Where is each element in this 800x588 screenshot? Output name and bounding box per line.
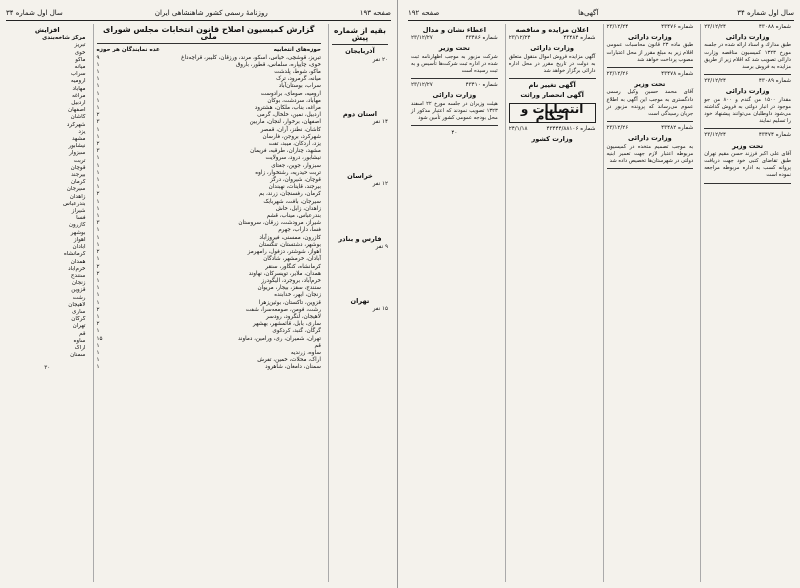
notice-meta	[411, 35, 498, 42]
district-area: مهاباد، سردشت، بوکان	[267, 97, 321, 104]
notice-meta	[607, 24, 694, 31]
center-name: همدان	[70, 258, 86, 265]
center-name: سمنان	[70, 352, 86, 359]
notice-org: تحت وزیر	[732, 141, 764, 150]
center-name: قزوین	[71, 287, 86, 294]
district-count: ۲	[96, 263, 100, 270]
district-row	[97, 199, 321, 206]
district-count: ۱	[96, 126, 100, 133]
notice-meta	[607, 125, 694, 132]
notice-text: آگهی مزایده فروش اموال منقول متعلق به دولت در تاریخ مقرر در محل اداره دارائی برگزار خواهد شد	[508, 53, 596, 75]
centers-header: مرکز شاخه‌بندی	[42, 35, 86, 42]
notice-number: شماره ۴۳۴۷۸	[661, 71, 694, 78]
district-count: ۲	[96, 191, 100, 198]
notice-org: تحت وزیر	[634, 80, 666, 89]
district-count: ۱	[96, 256, 100, 263]
district-row	[97, 242, 321, 249]
right-issue: سال اول شماره ۳۴	[737, 9, 794, 17]
notice-meta	[704, 78, 791, 85]
mid-heading-2: آگهی تغییر نام	[528, 81, 576, 90]
notice-number: شماره ۴۳۴۷۶	[661, 24, 694, 30]
district-area: سنندج، سقز، بیجار، مریوان	[257, 285, 321, 292]
district-area: گرگان، گنبد، کردکوی	[272, 328, 321, 335]
mid-heading-1: اعلان مزایده و مناقصه	[515, 26, 589, 34]
district-count: ۱	[96, 69, 100, 76]
left-col-districts	[93, 24, 324, 582]
col-header-area: حوزه‌های انتخابیه	[273, 47, 321, 54]
district-row	[97, 256, 321, 263]
district-count: ۱	[96, 105, 100, 112]
district-area: شهرکرد، بروجن، فارسان	[262, 133, 321, 140]
district-area: قزوین، تاکستان، بوئین‌زهرا	[258, 299, 321, 306]
center-name: سراب	[70, 71, 86, 78]
appointments-date: ۲۴/۱/۱۸	[508, 126, 528, 133]
district-table	[97, 55, 321, 372]
left-page	[0, 0, 398, 588]
region-total: ۱۴ نفر	[372, 119, 388, 126]
district-count: ۱	[96, 76, 100, 83]
center-name: خرم‌آباد	[68, 265, 86, 272]
notice-date: ۲۳/۱۲/۲۴	[704, 132, 727, 139]
district-count: ۱	[96, 299, 100, 306]
district-area: رشت، فومن، صومعه‌سرا، شفت	[245, 306, 321, 313]
center-name: بوشهر	[70, 229, 86, 236]
district-area: کاشان، نطنز، آران، قمصر	[260, 126, 321, 133]
district-area: ماکو، شوط، پلدشت	[274, 69, 321, 76]
district-count: ۳	[96, 119, 100, 126]
district-row	[97, 278, 321, 285]
notice-number: شماره ۴۳۴۸۲	[661, 125, 694, 132]
district-row	[97, 127, 321, 134]
left-footer: ۳۰	[44, 365, 51, 372]
district-area: مشهد، چناران، طرقبه، فریمان	[250, 148, 321, 155]
district-area: خرم‌آباد، بروجرد، الیگودرز	[261, 277, 321, 284]
district-row	[97, 350, 321, 357]
district-row	[97, 119, 321, 126]
district-row	[97, 220, 321, 227]
district-area: کازرون، ممسنی، فیروزآباد	[259, 234, 321, 241]
district-count: ۱	[96, 90, 100, 97]
notice-number: شماره ۴۳۰۸۸	[758, 24, 791, 30]
notice-org: وزارت دارائی	[725, 87, 770, 96]
district-count: ۱	[96, 357, 100, 364]
district-count: ۲	[96, 249, 100, 256]
district-area: نیشابور، درود، سرولایت	[265, 155, 321, 162]
district-area: کرمان، رفسنجان، زرند، بم	[258, 191, 321, 198]
district-row	[97, 307, 321, 314]
notice-text: طبق ماده ۲۳ قانون محاسبات عمومی اقلام زیر به مبلغ مقرر از محل اعتبارات مصوب پرداخت خواهد شد	[606, 42, 694, 63]
district-count: ۱	[96, 227, 100, 234]
right-page-header	[408, 6, 794, 21]
district-row	[97, 292, 321, 299]
notice-meta	[704, 132, 791, 139]
right-col-4	[408, 24, 501, 582]
notice-org: وزارت دارائی	[432, 91, 477, 100]
district-count: ۱	[96, 349, 100, 356]
district-row	[97, 271, 321, 278]
center-name: خوی	[74, 49, 86, 56]
district-row	[97, 227, 321, 234]
mid-heading-4: اعطاء نشان و مدال	[422, 26, 486, 34]
district-area: سراب، بوستان‌آباد	[278, 83, 321, 90]
notice-text: مقدار ۱۵۰۰ من گندم و ۸۰۰ من جو موجود در انبار دولتی به فروش گذاشته می‌شود داوطلبان می‌توانند پیشنهاد خود را تسلیم نمایند	[704, 96, 791, 125]
district-count: ۱	[96, 83, 100, 90]
district-row	[97, 285, 321, 292]
district-area: تربت حیدریه، رشتخوار، زاوه	[255, 169, 321, 176]
district-row	[97, 336, 321, 343]
district-count: ۱	[96, 162, 100, 169]
district-row	[97, 264, 321, 271]
left-issue: سال اول شماره ۳۴	[6, 9, 63, 17]
district-row	[97, 98, 321, 105]
center-name: فسا	[76, 215, 86, 222]
center-name: ساوه	[73, 337, 86, 344]
center-name: قم	[79, 330, 86, 337]
district-area: میانه، گرمرود، ترک	[276, 76, 321, 83]
center-name: تربت	[73, 157, 86, 164]
notice-date: ۲۳/۱۲/۲۷	[411, 82, 433, 89]
district-count: ۱	[96, 285, 100, 292]
district-area: قوچان، شیروان، درگز	[270, 177, 321, 184]
district-count: ۱	[96, 184, 100, 191]
right-col-2	[603, 24, 697, 582]
left-paper-title: روزنامهٔ رسمی کشور شاهنشاهی ایران	[154, 9, 268, 17]
district-count: ۳	[96, 220, 100, 227]
appointments-meta	[509, 126, 596, 133]
district-count: ۱	[96, 234, 100, 241]
district-area: اهواز، شوشتر، دزفول، رامهرمز	[247, 249, 321, 256]
notice-org: وزارت دارائی	[628, 33, 672, 42]
district-area: اراک، محلات، خمین، تفرش	[257, 357, 321, 364]
district-area: شیراز، مرودشت، زرقان، سروستان	[238, 220, 321, 227]
election-report-title: گزارش کمیسیون اصلاح قانون انتخابات مجلس شورای ملی	[103, 25, 315, 42]
district-area: سبزوار، جوین، جغتای	[271, 162, 321, 169]
notice-text: هیئت وزیران در جلسه مورخ ۲۲ اسفند ۱۳۲۳ تصویب نمودند که اعتبار مذکور از محل بودجه عمومی کشور تأمین شود	[411, 100, 498, 122]
center-name: زنجان	[71, 280, 86, 287]
right-col-3	[505, 24, 599, 582]
district-row	[97, 235, 321, 242]
notice-date: ۲۳/۱۲/۲۶	[606, 71, 629, 78]
district-count: ۱	[96, 61, 100, 68]
district-count: ۲	[96, 306, 100, 313]
district-count: ۹	[96, 54, 100, 61]
notice-text: شرکت مزبور به موجب اظهارنامه ثبت شده در اداره ثبت شرکت‌ها تأسیس و به ثبت رسیده است	[411, 53, 498, 75]
center-name: مشهد	[71, 136, 86, 143]
region-title: فارس و بنادر	[338, 234, 382, 243]
increase-heading: افزایش	[34, 26, 60, 34]
notice-number: شماره ۴۳۴۱۰	[465, 82, 498, 89]
notice-date: ۲۳/۱۲/۲۶	[606, 125, 629, 132]
district-area: قم	[314, 342, 321, 349]
notice-text: به موجب تصمیم متخذه در کمیسیون مربوطه اعتبار لازم جهت تعمیر ابنیه دولتی در شهرستان‌ها تخصیص داده شد	[606, 143, 694, 165]
district-row	[97, 314, 321, 321]
district-row	[97, 213, 321, 220]
notice-date: ۲۳/۱۲/۲۴	[508, 35, 531, 42]
mid-heading-3: آگهی انحصار وراثت	[520, 91, 584, 100]
appointments-number: شماره ۴۳۴۴۴/۸۸۱۰۶	[546, 126, 596, 133]
center-name: کرمانشاه	[63, 251, 86, 258]
district-row	[97, 206, 321, 213]
district-count: ۱	[96, 364, 100, 371]
center-name: تبریز	[74, 42, 86, 49]
district-area: تهران، شمیران، ری، ورامین، دماوند	[237, 335, 321, 342]
center-name: شیراز	[71, 208, 86, 215]
right-page-number: صفحه ۱۹۲	[408, 9, 440, 17]
left-col-regions	[328, 24, 391, 582]
left-col-centers	[6, 24, 89, 582]
district-area: تبریز، قوشچی، خیاس، اسکو، مرند، ورزقان، کلیبر، قراچه‌داغ	[181, 54, 321, 61]
center-name: گرگان	[71, 316, 86, 323]
notice-date: ۲۳/۱۲/۲۷	[411, 35, 433, 42]
district-area: لاهیجان، لنگرود، رودسر	[266, 313, 321, 320]
district-row	[97, 177, 321, 184]
district-count: ۱	[96, 155, 100, 162]
center-name: آبادان	[72, 244, 86, 251]
district-area: ارومیه، صومای، برادوست	[260, 90, 321, 97]
district-row	[97, 134, 321, 141]
district-row	[97, 170, 321, 177]
district-row	[97, 328, 321, 335]
district-count: ۱	[96, 205, 100, 212]
center-name: اردبیل	[71, 100, 86, 107]
district-area: زاهدان، زابل، خاش	[275, 205, 321, 212]
center-name: یزد	[78, 128, 86, 135]
center-name: ارومیه	[70, 78, 86, 85]
notice-text: آقای علی اکبر فرزند حسن مقیم تهران طبق تقاضای کتبی خود جهت دریافت پروانه کسب به اداره مربوطه مراجعه نموده است	[704, 150, 791, 179]
right-footer: ۴۰	[451, 130, 458, 137]
center-name: رشت	[72, 294, 86, 301]
center-name: ساری	[72, 308, 86, 315]
district-area: بندرعباس، میناب، قشم	[266, 213, 321, 220]
district-row	[97, 91, 321, 98]
district-area: آبادان، خرمشهر، شادگان	[263, 256, 321, 263]
district-row	[97, 155, 321, 162]
region-title: تهران	[350, 297, 370, 306]
district-area: بوشهر، دشتستان، تنگستان	[258, 241, 321, 248]
region-title: آذربایجان	[345, 47, 375, 56]
district-count: ۲	[96, 141, 100, 148]
district-count: ۱	[96, 169, 100, 176]
district-row	[97, 148, 321, 155]
center-name: کرمان	[70, 179, 86, 186]
district-count: ۱	[96, 241, 100, 248]
district-count: ۱۵	[96, 335, 103, 342]
notice-meta	[704, 24, 791, 31]
district-count: ۲	[96, 270, 100, 277]
district-count: ۱	[96, 198, 100, 205]
notice-text: طبق مدارك و اسناد ارائه شده در جلسه مورخ ۱۳۲۳ کمیسیون مناقصه وزارت دارائی تصویب شد که اقلام زیر از طریق مزایده به فروش برسد	[704, 42, 791, 71]
district-count: ۱	[96, 342, 100, 349]
center-name: تهران	[72, 323, 86, 330]
center-name: نیشابور	[68, 143, 86, 150]
center-name: لاهیجان	[68, 301, 86, 308]
district-area: سیرجان، بافت، شهربابک	[263, 198, 321, 205]
col-header-count: عده نمایندگان هر حوزه	[96, 47, 160, 54]
district-count: ۱	[96, 292, 100, 299]
continued-heading: بقیه از شماره پیش	[334, 26, 386, 43]
center-name: مراغه	[71, 92, 86, 99]
district-area: ساوه، زرندیه	[290, 349, 321, 356]
district-area: مراغه، بناب، ملکان، هشترود	[254, 105, 321, 112]
district-row	[97, 343, 321, 350]
district-count: ۱	[96, 213, 100, 220]
notice-meta	[607, 71, 694, 78]
district-row	[97, 55, 321, 62]
center-name: سیرجان	[66, 186, 86, 193]
district-count: ۱	[96, 277, 100, 284]
center-name: اصفهان	[67, 107, 86, 114]
region-total: ۲۰ نفر	[372, 56, 388, 63]
notice-number: شماره ۴۳۴۸۶	[465, 35, 498, 42]
center-name: اراک	[74, 344, 86, 351]
notice-date: ۲۳/۱۲/۲۴	[704, 78, 727, 85]
notice-meta	[411, 82, 498, 89]
district-area: کرمانشاه، کنگاور، سنقر	[265, 263, 321, 270]
center-name: کاشان	[70, 114, 86, 121]
right-col-1	[700, 24, 794, 582]
district-row	[97, 141, 321, 148]
notice-org: وزارت دارائی	[530, 44, 574, 53]
district-area: خوی، چایپاره، سلماس، قطور، باروق	[235, 61, 321, 68]
district-area: اردبیل، نمین، خلخال، گرمی	[257, 112, 321, 119]
center-name: کازرون	[68, 222, 86, 229]
center-name: شهرکرد	[66, 121, 86, 128]
region-total: ۱۲ نفر	[372, 181, 388, 188]
center-name: بندرعباس	[63, 200, 86, 207]
center-name: اهواز	[73, 236, 86, 243]
district-table-header	[97, 47, 321, 54]
district-row	[97, 83, 321, 90]
district-area: همدان، ملایر، تویسرکان، نهاوند	[248, 270, 321, 277]
district-row	[97, 62, 321, 69]
region-title: خراسان	[347, 172, 373, 181]
district-area: زنجان، ابهر، خدابنده	[274, 292, 321, 299]
center-list	[9, 42, 86, 359]
district-count: ۱	[96, 177, 100, 184]
notice-number: شماره ۴۳۴۷۴	[758, 132, 791, 139]
district-row	[97, 364, 321, 371]
district-area: بیرجند، قاینات، نهبندان	[268, 184, 321, 191]
center-name: میانه	[74, 64, 86, 71]
notice-number: شماره ۴۳۰۸۹	[758, 78, 791, 85]
notice-org: وزارت دارائی	[628, 134, 672, 143]
center-name: ماکو	[75, 56, 86, 63]
district-row	[97, 191, 321, 198]
center-name: زاهدان	[69, 193, 86, 200]
appointments-ministry: وزارت کشور	[531, 135, 573, 144]
district-count: ۲	[96, 321, 100, 328]
district-row	[97, 357, 321, 364]
region-total: ۱۵ نفر	[372, 306, 388, 313]
district-row	[97, 300, 321, 307]
district-count: ۱	[96, 133, 100, 140]
left-page-header	[6, 6, 391, 21]
left-page-number: صفحه ۱۹۳	[359, 9, 391, 17]
region-totals	[332, 48, 388, 357]
right-section: آگهی‌ها	[578, 9, 599, 17]
district-area: ساری، بابل، قائمشهر، بهشهر	[253, 321, 321, 328]
district-row	[97, 112, 321, 119]
notice-org: تحت وزیر	[438, 44, 470, 53]
appointments-banner: انتصابات و احکام	[509, 103, 596, 123]
notice-meta	[509, 35, 596, 42]
region-total: ۹ نفر	[375, 243, 388, 250]
district-count: ۱	[96, 328, 100, 335]
district-area: اصفهان، برخوار، لنجان، ماربین	[249, 119, 321, 126]
district-count: ۲	[96, 112, 100, 119]
district-area: یزد، اردکان، میبد، تفت	[268, 141, 321, 148]
right-page	[402, 0, 800, 588]
district-count: ۱	[96, 313, 100, 320]
region-title: استان دوم	[342, 109, 378, 118]
district-count: ۱	[96, 97, 100, 104]
center-name: قوچان	[70, 164, 86, 171]
district-area: سمنان، دامغان، شاهرود	[265, 364, 321, 371]
district-area: فسا، داراب، جهرم	[278, 227, 321, 234]
district-row	[97, 163, 321, 170]
notice-date: ۲۳/۱۲/۲۴	[704, 24, 727, 30]
notice-org: وزارت دارائی	[725, 33, 770, 42]
center-name: بیرجند	[71, 172, 86, 179]
center-name: مهاباد	[72, 85, 86, 92]
notice-text: آقای محمد حسین وکیل رسمی دادگستری به موجب این آگهی به اطلاع عموم می‌رساند که پرونده مزبور در جریان رسیدگی است	[606, 89, 694, 118]
notice-number: شماره ۴۳۴۸۴	[563, 35, 596, 42]
notice-date: ۲۳/۱۲/۲۴	[606, 24, 629, 30]
district-count: ۳	[96, 148, 100, 155]
center-name: سنندج	[70, 272, 86, 279]
center-name: سبزوار	[69, 150, 86, 157]
